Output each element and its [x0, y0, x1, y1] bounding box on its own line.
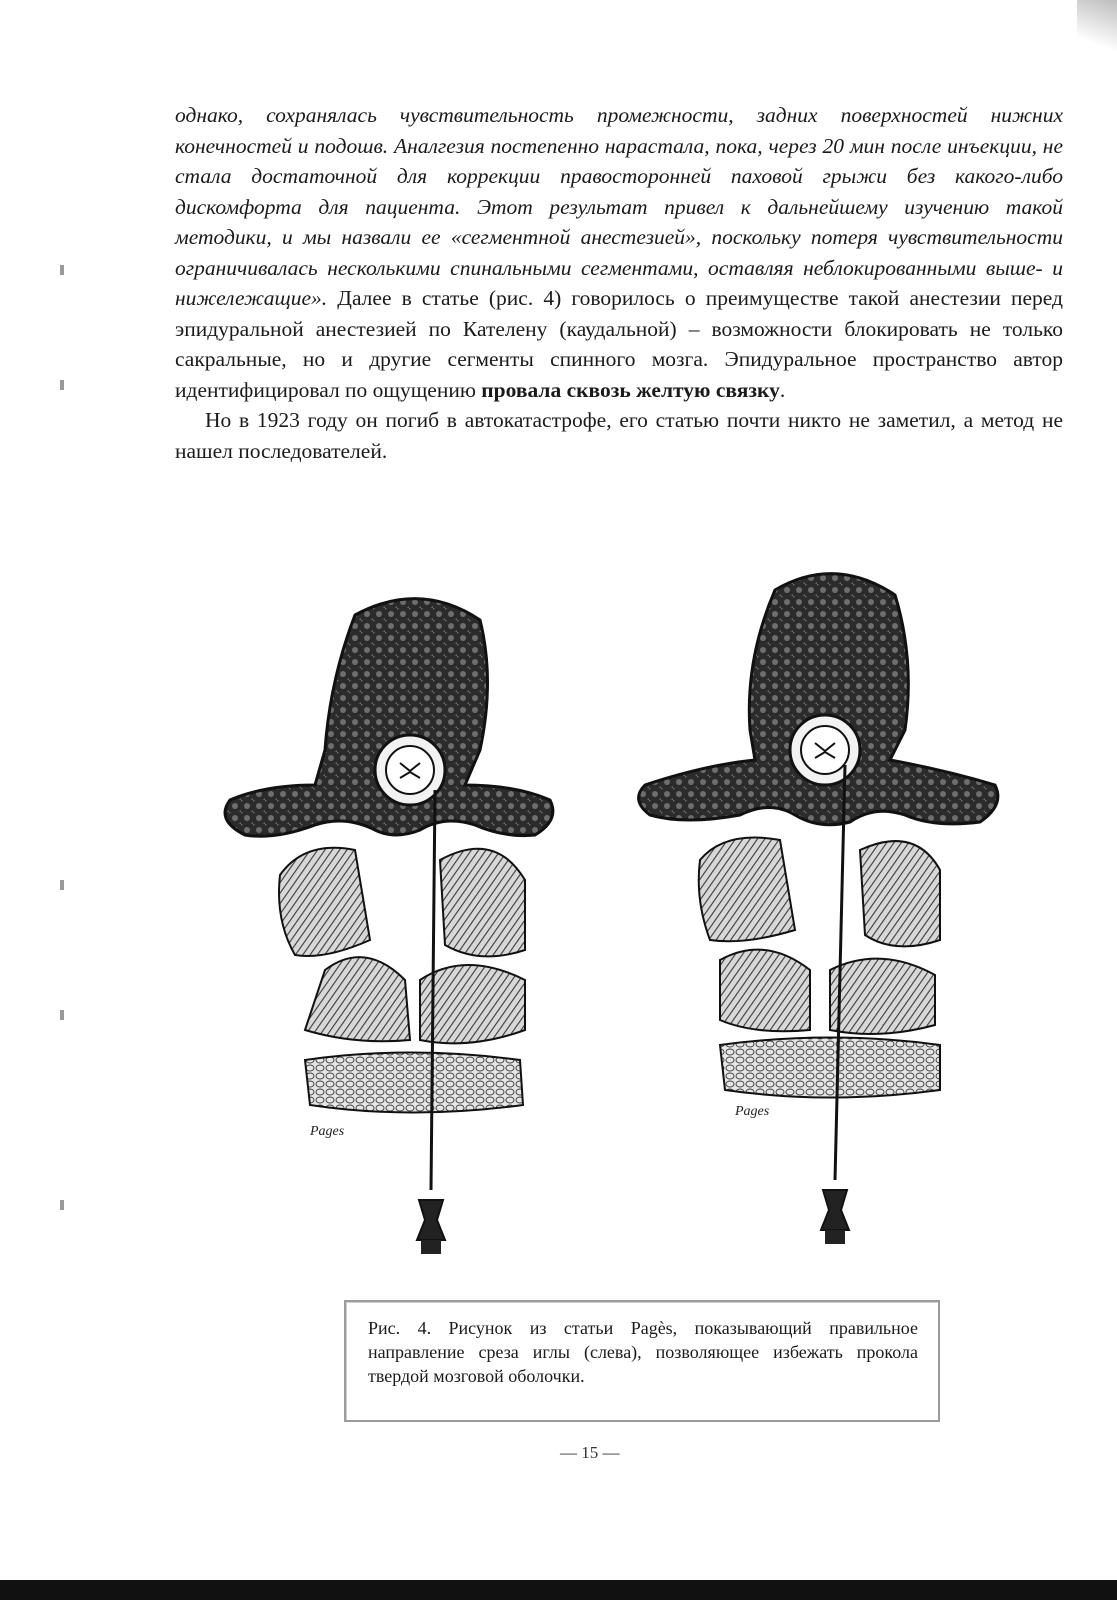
right-vertebra — [639, 574, 998, 1244]
margin-mark — [60, 1010, 64, 1020]
figure-caption — [344, 1300, 940, 1422]
page-edge-shadow — [1077, 0, 1117, 60]
scan-edge-bar — [0, 1580, 1117, 1600]
signature-left: Pages — [310, 1124, 345, 1139]
page-number: — 15 — — [560, 1443, 620, 1462]
body-text — [175, 100, 1063, 466]
caption-text: Рис. 4. Рисунок из статьи Pagès, показывающий правильное направление среза иглы (слева), позволяющее избежать прокола твердой мозговой оболочки. — [368, 1318, 918, 1386]
margin-mark — [60, 265, 64, 275]
margin-mark — [60, 380, 64, 390]
figure-4 — [205, 560, 1065, 1280]
margin-mark — [60, 1200, 64, 1210]
vertebra-illustration — [205, 560, 1065, 1280]
paragraph-2: Но в 1923 году он погиб в автокатастрофе, его статью почти никто не заметил, а метод не нашел последователей. — [175, 408, 1063, 463]
paragraph-1-regular: Далее в статье (рис. 4) говорилось о преимуществе такой анестезии перед эпидуральной анестезией по Кателену (каудальной) – возможности блокировать не только сакральные, но и другие сегменты спинного мозга. Эпидуральное пространство автор идентифицировал по ощущению — [175, 286, 1063, 402]
quote-italic: однако, сохранялась чувствительность промежности, задних поверхностей нижних конечностей и подошв. Аналгезия постепенно нарастала, пока, через 20 мин после инъекции, не стала достаточной для коррекции правосторонней паховой грыжи без какого-либо дискомфорта для пациента. Этот результат привел к дальнейшему изучению такой методики, и мы назвали ее «сегментной анестезией», поскольку потеря чувствительности ограничивалась несколькими спинальными сегментами, оставляя неблокированными выше- и нижележащие». — [175, 103, 1063, 310]
margin-mark — [60, 880, 64, 890]
paragraph-1-end: . — [779, 377, 786, 402]
signature-right: Pages — [735, 1104, 770, 1119]
left-vertebra — [225, 599, 553, 1254]
emphasis-bold: провала сквозь желтую связку — [481, 377, 780, 402]
paragraph-1 — [175, 100, 1063, 405]
